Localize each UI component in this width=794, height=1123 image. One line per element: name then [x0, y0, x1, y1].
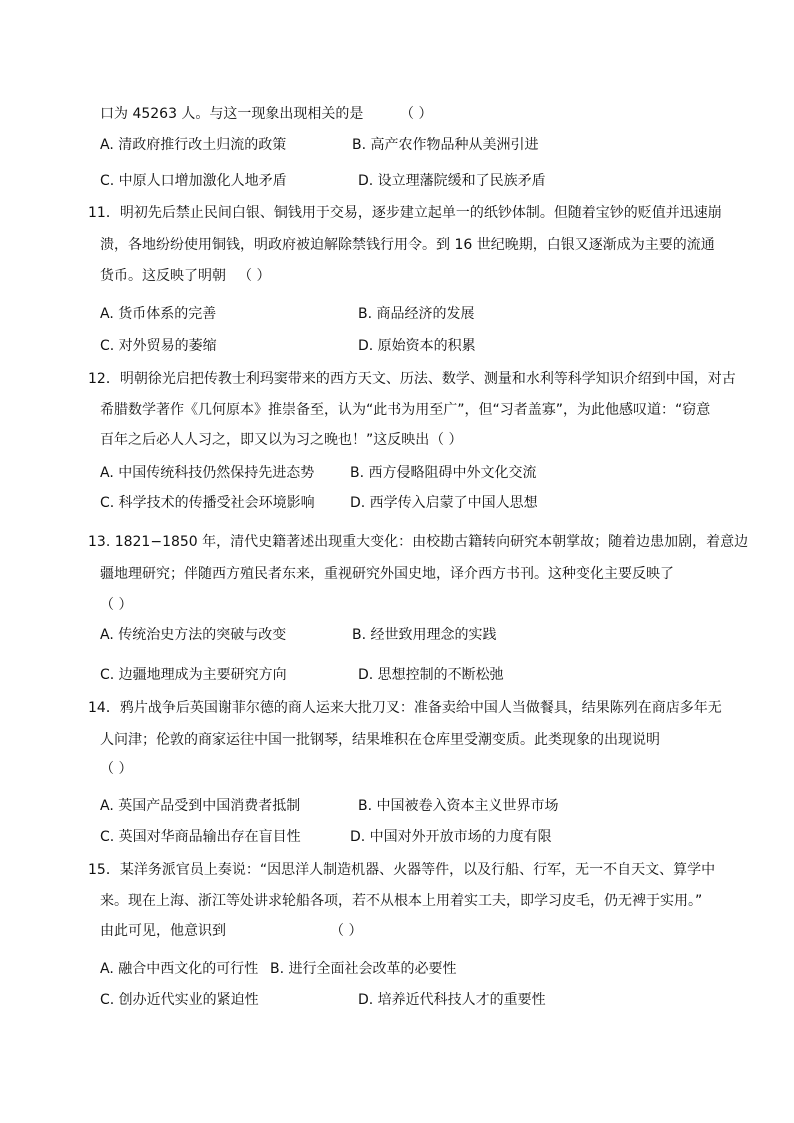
q13-option-b: B. 经世致用理念的实践 — [352, 627, 497, 643]
q13-option-a: A. 传统治史方法的突破与改变 — [100, 627, 287, 643]
q14-stem-line-2: 人问津；伦敦的商家运往中国一批钢琴，结果堆积在仓库里受潮变质。此类现象的出现说明 — [100, 732, 660, 748]
q11-option-c: C. 对外贸易的萎缩 — [100, 338, 217, 354]
q13-answer-bracket: （ ） — [100, 597, 133, 613]
q15-stem-line-1: 15．某洋务派官员上奏说：“因思洋人制造机器、火器等件，以及行船、行军，无一不自天文、算学中 — [88, 862, 716, 878]
q14-answer-bracket: （ ） — [100, 761, 133, 777]
q14-option-a: A. 英国产品受到中国消费者抵制 — [100, 798, 301, 814]
q11-option-a: A. 货币体系的完善 — [100, 306, 217, 322]
q14-stem-line-1: 14．鸦片战争后英国谢菲尔德的商人运来大批刀叉：准备卖给中国人当做餐具，结果陈列在商店多年无 — [88, 700, 722, 716]
q11-option-b: B. 商品经济的发展 — [358, 306, 475, 322]
q13-stem-line-1: 13. 1821−1850 年，清代史籍著述出现重大变化：由校勘古籍转向研究本朝掌故；随着边患加剧，着意边 — [88, 534, 749, 550]
q14-option-b: B. 中国被卷入资本主义世界市场 — [358, 798, 559, 814]
q12-answer-bracket: （ ） — [430, 432, 463, 448]
q12-option-b: B. 西方侵略阻碍中外文化交流 — [350, 465, 537, 481]
q11-answer-bracket: （ ） — [238, 268, 271, 284]
q15-stem-line-2: 来。现在上海、浙江等处讲求轮船各项，若不从根本上用着实工夫，即学习皮毛，仍无裨于实用。” — [100, 893, 703, 909]
q15-answer-bracket: （ ） — [330, 923, 363, 939]
q11-stem-line-2: 溃，各地纷纷使用铜钱，明政府被迫解除禁钱行用令。到 16 世纪晚期，白银又逐渐成为主要的流通 — [100, 237, 715, 253]
q15-option-b: B. 进行全面社会改革的必要性 — [270, 961, 457, 977]
q10-answer-bracket: （ ） — [400, 106, 433, 122]
q10-option-b: B. 高产农作物品种从美洲引进 — [352, 137, 539, 153]
q12-stem-line-3: 百年之后必人人习之，即又以为习之晚也！”这反映出 — [100, 432, 430, 448]
q10-stem-tail: 口为 45263 人。与这一现象出现相关的是 — [100, 106, 364, 122]
q11-option-d: D. 原始资本的积累 — [358, 338, 476, 354]
q15-stem-line-3: 由此可见，他意识到 — [100, 923, 226, 939]
q12-stem-line-2: 希腊数学著作《几何原本》推崇备至，认为“此书为用至广”，但“习者盖寡”，为此他感叹道：“窃意 — [100, 402, 711, 418]
q11-stem-line-3: 货币。这反映了明朝 — [100, 268, 226, 284]
q12-stem-line-1: 12．明朝徐光启把传教士利玛窦带来的西方天文、历法、数学、测量和水利等科学知识介绍到中国，对古 — [88, 371, 736, 387]
q12-option-a: A. 中国传统科技仍然保持先进态势 — [100, 465, 315, 481]
q12-option-d: D. 西学传入启蒙了中国人思想 — [350, 495, 538, 511]
q10-option-a: A. 清政府推行改土归流的政策 — [100, 137, 287, 153]
q15-option-d: D. 培养近代科技人才的重要性 — [358, 992, 546, 1008]
q13-stem-line-2: 疆地理研究；伴随西方殖民者东来，重视研究外国史地，译介西方书刊。这种变化主要反映了 — [100, 566, 674, 582]
q14-option-c: C. 英国对华商品输出存在盲目性 — [100, 829, 301, 845]
q13-option-c: C. 边疆地理成为主要研究方向 — [100, 667, 287, 683]
q11-stem-line-1: 11．明初先后禁止民间白银、铜钱用于交易，逐步建立起单一的纸钞体制。但随着宝钞的贬值并迅速崩 — [88, 205, 722, 221]
q15-option-c: C. 创办近代实业的紧迫性 — [100, 992, 259, 1008]
q10-option-d: D. 设立理藩院缓和了民族矛盾 — [358, 173, 546, 189]
q13-option-d: D. 思想控制的不断松弛 — [358, 667, 504, 683]
q10-option-c: C. 中原人口增加激化人地矛盾 — [100, 173, 287, 189]
q12-option-c: C. 科学技术的传播受社会环境影响 — [100, 495, 315, 511]
q14-option-d: D. 中国对外开放市场的力度有限 — [350, 829, 552, 845]
q15-option-a: A. 融合中西文化的可行性 — [100, 961, 259, 977]
